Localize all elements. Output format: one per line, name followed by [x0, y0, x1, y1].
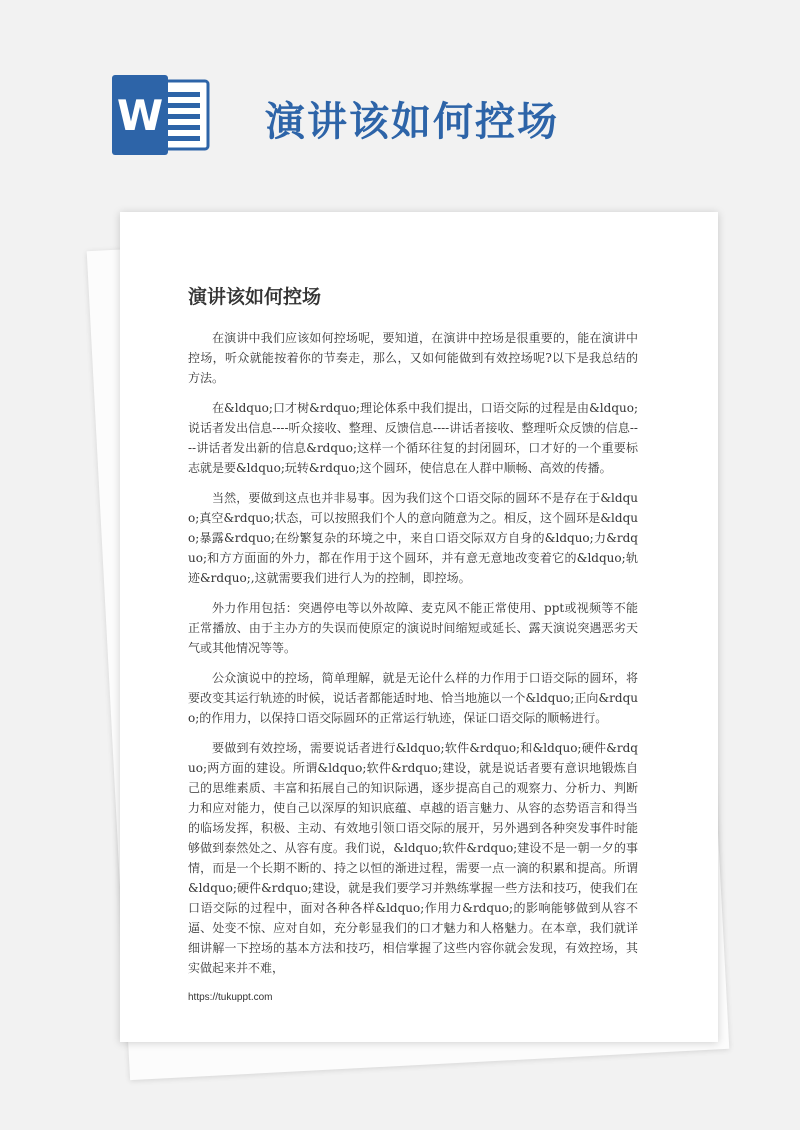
paragraph: 在演讲中我们应该如何控场呢，要知道，在演讲中控场是很重要的，能在演讲中控场，听众就能按着你的节奏走，那么，又如何能做到有效控场呢?以下是我总结的方法。	[188, 331, 638, 385]
header-title: 演讲该如何控场	[265, 99, 559, 145]
paragraph: 在&ldquo;口才树&rdquo;理论体系中我们提出，口语交际的过程是由&ldquo;说话者发出信息----听众接收、整理、反馈信息----讲话者接收、整理听众反馈的信息----讲话者发出新的信息&rdquo;这样一个循环往复的封闭圆环，口才好的一个重要标志就是要&ldquo;玩转&rdquo;这个圆环，使信息在人群中顺畅、高效的传播。	[188, 401, 638, 475]
paragraph: 要做到有效控场，需要说话者进行&ldquo;软件&rdquo;和&ldquo;硬件&rdquo;两方面的建设。所谓&ldquo;软件&rdquo;建设，就是说话者要有意识地锻炼自己的思维素质、丰富和拓展自己的知识际遇，逐步提高自己的观察力、分析力、判断力和应对能力，使自己以深厚的知识底蕴、卓越的语言魅力、从容的态势语言和得当的临场发挥，积极、主动、有效地引领口语交际的展开，另外遇到各种突发事件时能够做到泰然处之、从容有度。我们说，&ldquo;软件&rdquo;建设不是一朝一夕的事情，而是一个长期不断的、持之以恒的渐进过程，需要一点一滴的积累和提高。所谓&ldquo;硬件&rdquo;建设，就是我们要学习并熟练掌握一些方法和技巧，使我们在口语交际的过程中，面对各种各样&ldquo;作用力&rdquo;的影响能够做到从容不逼、处变不惊、应对自如，充分彰显我们的口才魅力和人格魅力。在本章，我们就详细讲解一下控场的基本方法和技巧，相信掌握了这些内容你就会发现，有效控场，其实做起来并不难，	[188, 741, 638, 975]
document-body	[188, 328, 638, 988]
word-icon-letter: W	[116, 91, 164, 140]
paragraph: 当然，要做到这点也并非易事。因为我们这个口语交际的圆环不是存在于&ldquo;真空&rdquo;状态，可以按照我们个人的意向随意为之。相反，这个圆环是&ldquo;暴露&rdquo;在纷繁复杂的环境之中，来自口语交际双方自身的&ldquo;力&rdquo;和方方面面的外力，都在作用于这个圆环，并有意无意地改变着它的&ldquo;轨迹&rdquo;,这就需要我们进行人为的控制，即控场。	[188, 491, 638, 585]
header-banner	[0, 0, 800, 200]
word-icon	[112, 75, 212, 155]
paragraph: 公众演说中的控场，简单理解，就是无论什么样的力作用于口语交际的圆环，将要改变其运行轨迹的时候，说话者都能适时地、恰当地施以一个&ldquo;正向&rdquo;的作用力，以保持口语交际圆环的正常运行轨迹，保证口语交际的顺畅进行。	[188, 671, 638, 725]
paragraph: 外力作用包括：突遇停电等以外故障、麦克风不能正常使用、ppt或视频等不能正常播放、由于主办方的失误而使原定的演说时间缩短或延长、露天演说突遇恶劣天气或其他情况等等。	[188, 601, 638, 655]
document-title: 演讲该如何控场	[188, 286, 322, 308]
document-page	[120, 212, 718, 1042]
footer-url[interactable]: https://tukuppt.com	[188, 992, 273, 1003]
